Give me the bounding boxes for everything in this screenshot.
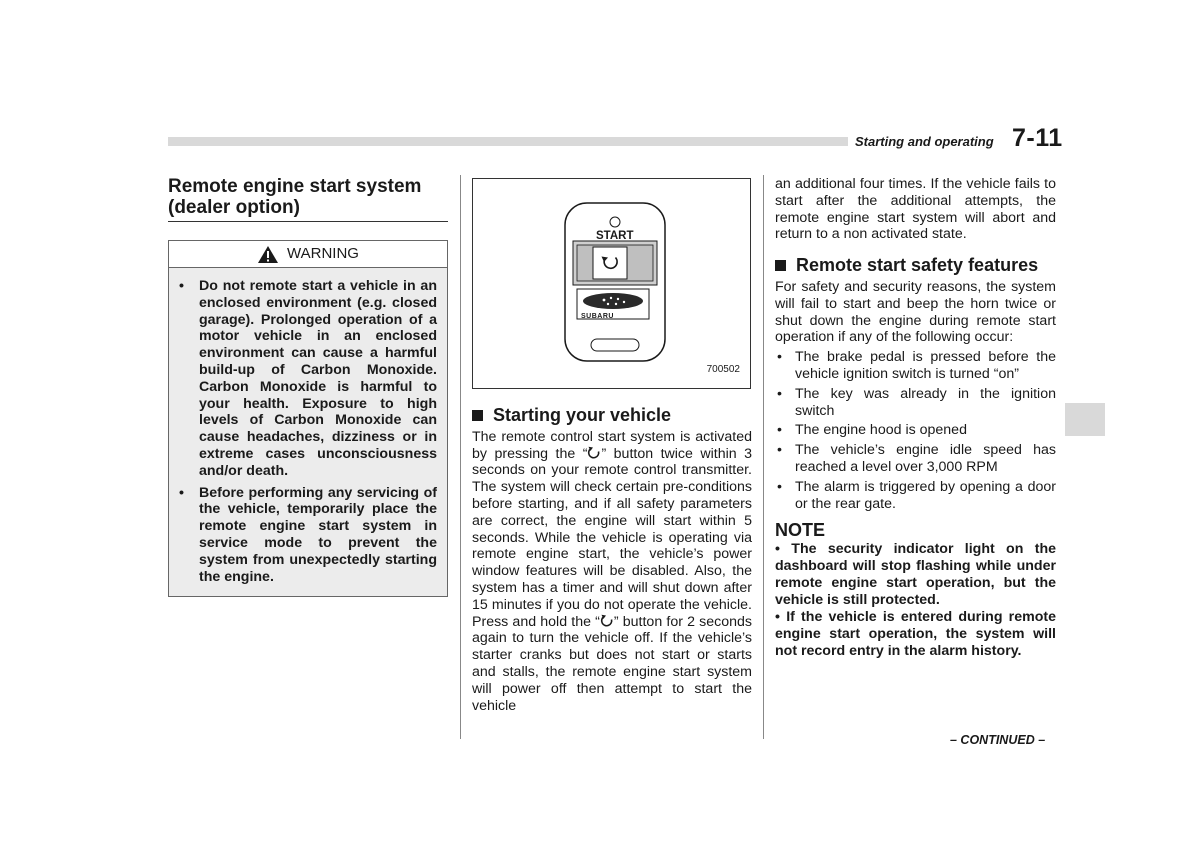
column-divider xyxy=(460,175,461,739)
remote-transmitter-figure xyxy=(472,178,751,389)
condition-text: The engine hood is opened xyxy=(795,422,967,439)
middle-column xyxy=(472,178,752,714)
square-bullet-icon xyxy=(775,260,786,271)
warning-item xyxy=(177,278,437,480)
section-name: Starting and operating xyxy=(855,134,994,149)
subsection-heading xyxy=(472,407,752,424)
safety-intro: For safety and security reasons, the system will fail to start and beep the horn twice or shut down the engine during remote start operation if any of the following occur: xyxy=(775,278,1056,346)
warning-header xyxy=(169,241,447,268)
condition-text: The alarm is triggered by opening a door or the rear gate. xyxy=(795,478,1056,512)
note-text: The security indicator light on the dashboard will stop flashing while under remote engine start operation, but the vehicle is still protected. xyxy=(775,541,1056,608)
note-item: • The security indicator light on the dashboard will stop flashing while under remote engine start operation, but the vehicle is still protected. xyxy=(775,541,1056,608)
header-rule xyxy=(168,137,848,146)
warning-label: WARNING xyxy=(287,244,359,262)
section-title: Remote engine start system (dealer option) xyxy=(168,176,448,222)
chapter-tab xyxy=(1065,403,1105,436)
subsection-title: Remote start safety features xyxy=(796,255,1039,276)
condition-item xyxy=(775,349,1056,383)
paragraph-text: ” button for 2 seconds again to turn the vehicle off. If the vehicle’s starter cranks but does not start or starts and stalls, the remote engine start system will power off then attempt to start the vehicle xyxy=(472,613,752,714)
page-number: 7-11 xyxy=(1012,124,1063,152)
condition-text: The key was already in the ignition switch xyxy=(795,385,1056,419)
paragraph-text: ” button twice within 3 seconds on your remote control transmitter. The system will check certain pre-conditions before starting, and if all safety parameters are correct, the engine will start within 5 seconds. While the vehicle is operating via remote engine start, the vehicle’s power window features will be disabled. Also, the system has a timer and will shut down after 15 minutes if you do not operate the vehicle. Press and hold the “ xyxy=(472,445,752,630)
note-text: If the vehicle is entered during remote engine start operation, the system will not record entry in the alarm history. xyxy=(775,609,1056,659)
left-column xyxy=(168,176,448,597)
warning-triangle-icon xyxy=(257,245,279,264)
warning-item xyxy=(177,485,437,586)
continued-paragraph: an additional four times. If the vehicle fails to start after the additional attempts, the remote engine start system will abort and return to a non activated state. xyxy=(775,176,1056,243)
subsection-heading xyxy=(775,257,1056,274)
column-divider xyxy=(763,175,764,739)
bullet: • xyxy=(777,422,782,439)
bullet: • xyxy=(777,349,782,366)
bullet: • xyxy=(777,385,782,402)
condition-text: The brake pedal is pressed before the vehicle ignition switch is turned “on” xyxy=(795,349,1056,382)
warning-body xyxy=(169,268,447,596)
condition-item xyxy=(775,422,1056,439)
bullet: • xyxy=(777,478,782,495)
continued-label: – CONTINUED – xyxy=(950,733,1046,747)
bullet: • xyxy=(179,484,184,501)
paragraph-text: The remote control start system is activated by pressing the “ xyxy=(472,428,752,462)
start-label: START xyxy=(596,230,634,242)
bullet: • xyxy=(777,442,782,459)
condition-text: The vehicle’s engine idle speed has reached a level over 3,000 RPM xyxy=(795,442,1056,475)
figure-code: 700502 xyxy=(706,364,740,376)
note-title: NOTE xyxy=(775,520,826,541)
remote-start-arrow-icon xyxy=(587,446,601,460)
bullet: • xyxy=(179,278,184,294)
condition-item xyxy=(775,442,1056,476)
subaru-logo: SUBARU xyxy=(581,313,614,320)
remote-start-arrow-icon xyxy=(600,614,614,628)
condition-item xyxy=(775,479,1056,513)
remote-transmitter-illustration xyxy=(473,179,752,390)
right-column xyxy=(775,176,1056,661)
subsection-title: Starting your vehicle xyxy=(493,405,672,425)
note-item: • If the vehicle is entered during remote engine start operation, the system will not record entry in the alarm history. xyxy=(775,609,1056,659)
warning-text: Before performing any servicing of the vehicle, temporarily place the remote engine start system in service mode to prevent the system from unexpectedly starting the engine. xyxy=(199,484,437,585)
starting-paragraph xyxy=(472,429,752,715)
warning-box xyxy=(168,240,448,597)
warning-text: Do not remote start a vehicle in an enclosed environment (e.g. closed garage). Prolonged operation of a motor vehicle in an enclosed environment can cause a harmful build-up of Carbon Monoxide. Carbon Monoxide is harmful to your health. Exposure to high levels of Carbon Monoxide can cause headaches, dizziness or in extreme cases unconsciousness and/or death. xyxy=(199,278,437,479)
square-bullet-icon xyxy=(472,410,483,421)
condition-item xyxy=(775,386,1056,420)
